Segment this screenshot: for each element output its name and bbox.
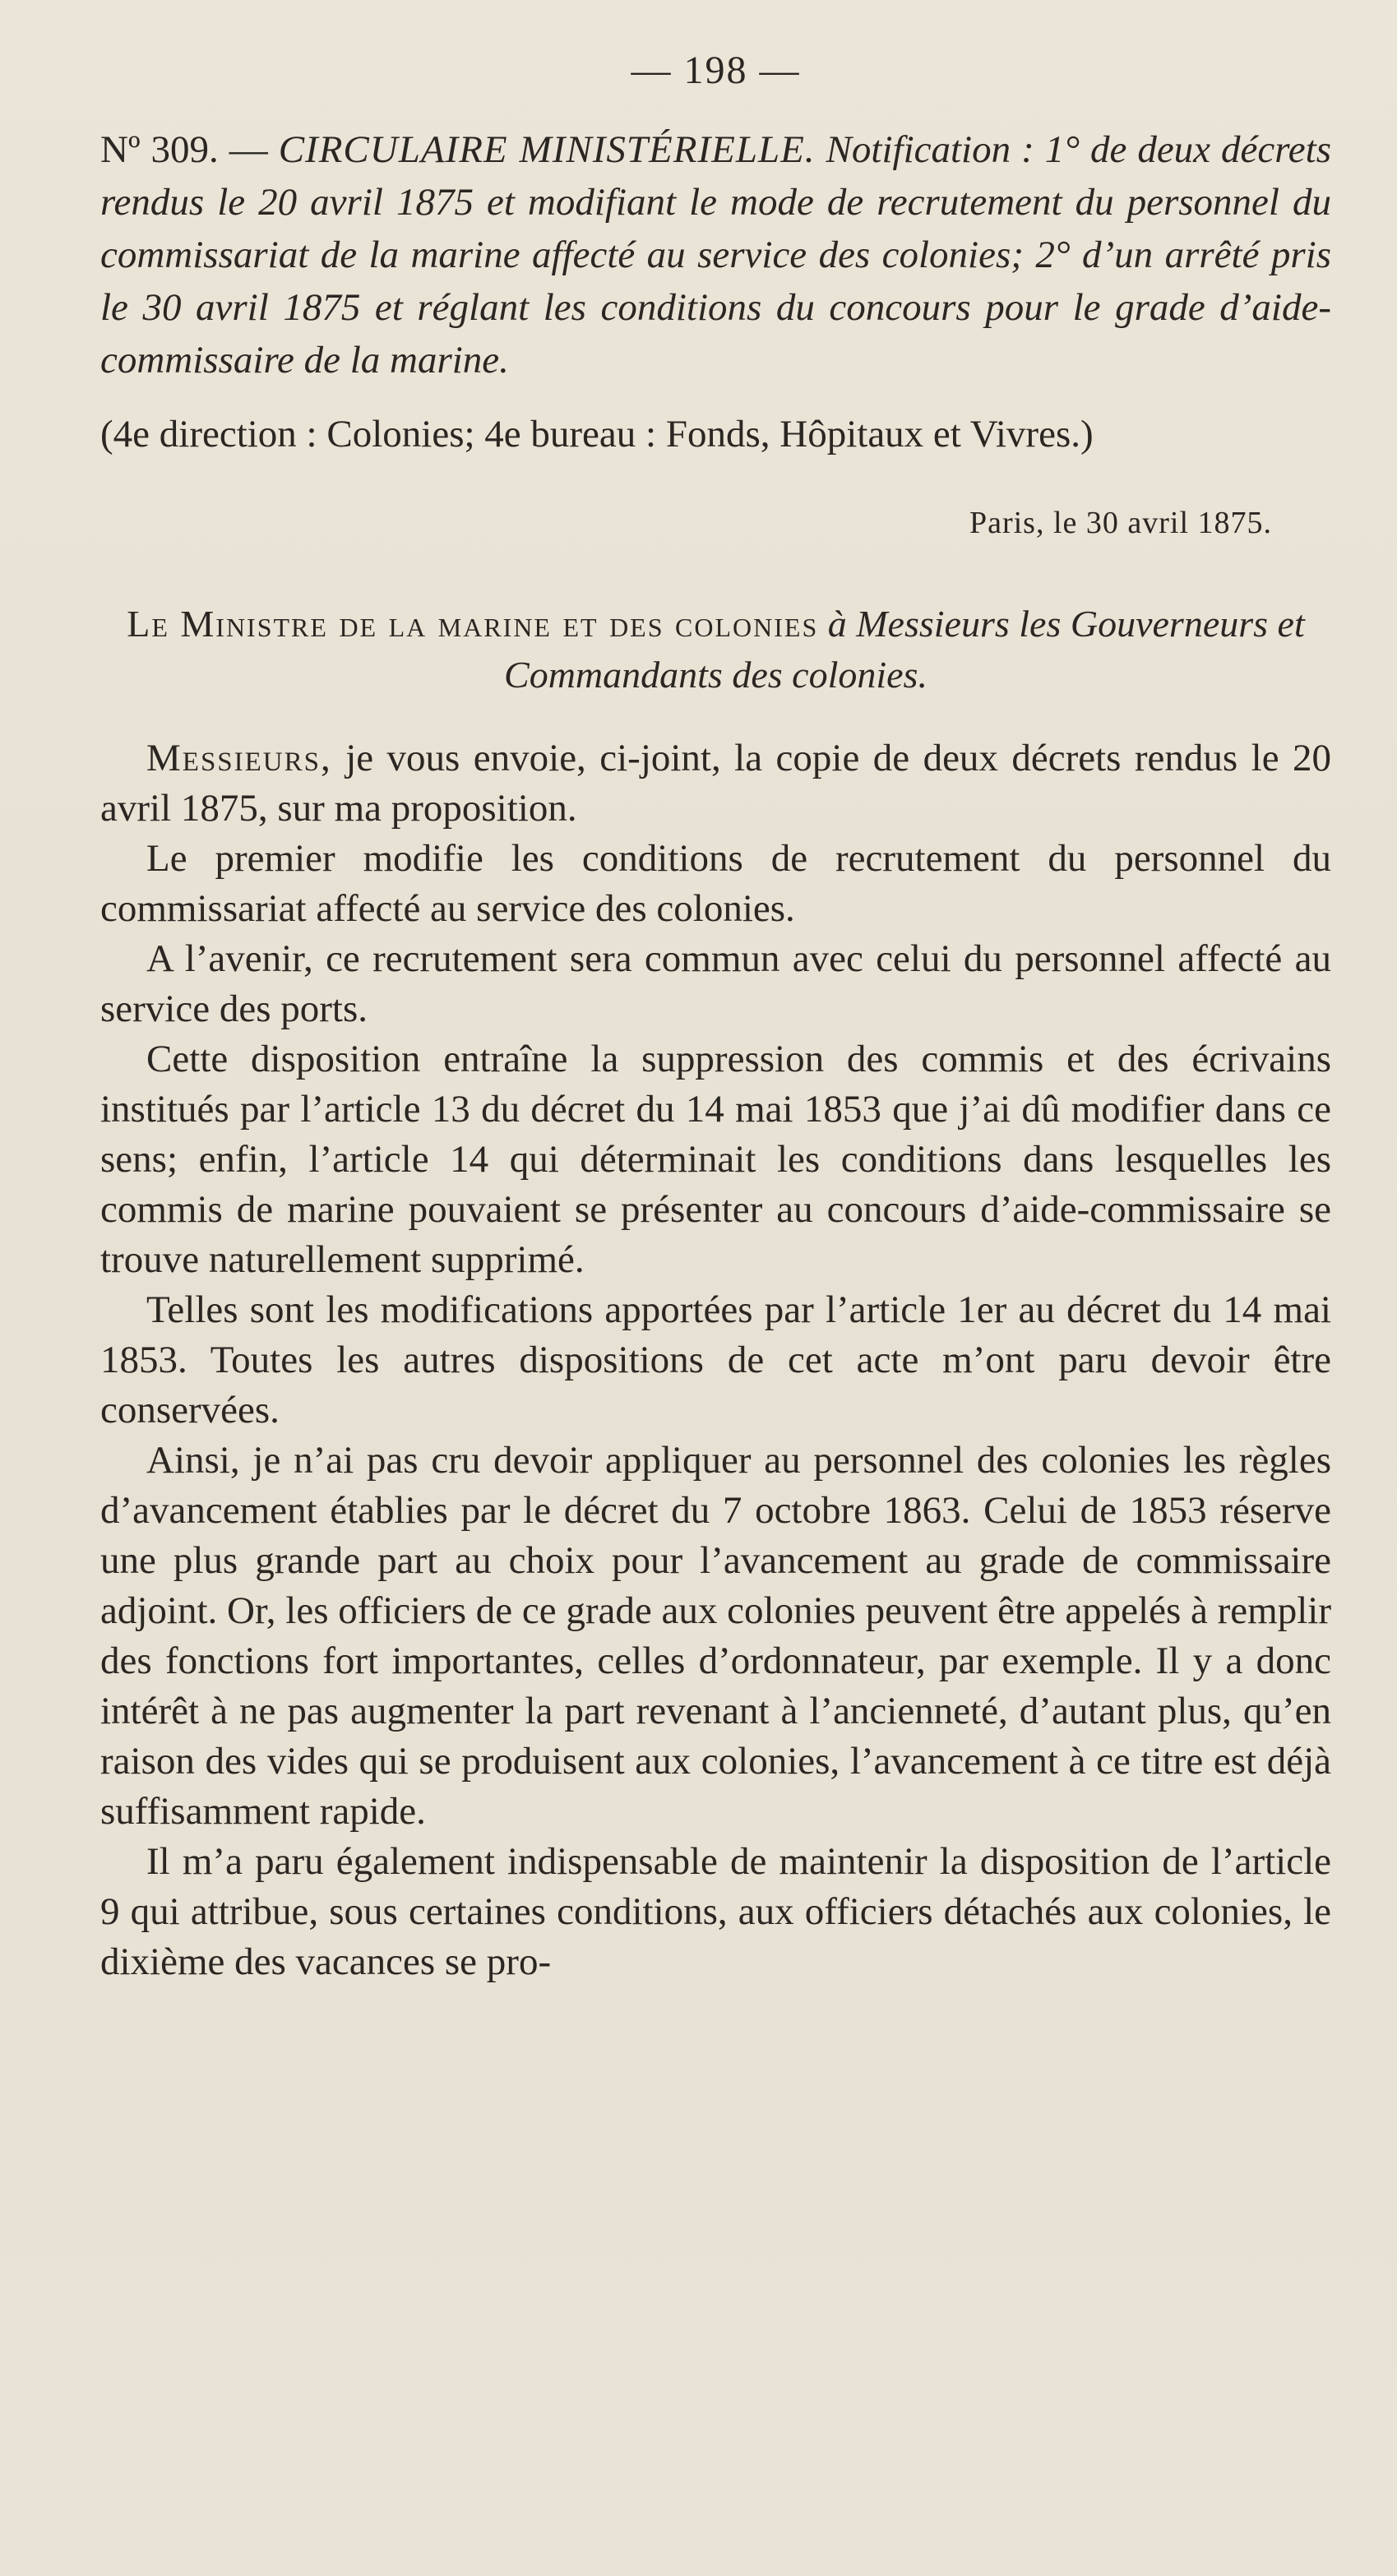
paragraph-3: A l’avenir, ce recrutement sera commun avec celui du personnel affecté au service des ports.: [100, 937, 1331, 1030]
paragraph-4: Cette disposition entraîne la suppression des commis et des écrivains institués par l’article 13 du décret du 14 mai 1853 que j’ai dû modifier dans ce sens; enfin, l’article 14 qui déterminait les conditions dans lesquelles les commis de marine pouvaient se présenter au concours d’aide-commissaire se trouve naturellement supprimé.: [100, 1038, 1331, 1281]
paragraph-5: Telles sont les modifications apportées par l’article 1er au décret du 14 mai 1853. Toutes les autres dispositions de cet acte m’ont paru devoir être conservées.: [100, 1288, 1331, 1431]
direction-line: (4e direction : Colonies; 4e bureau : Fonds, Hôpitaux et Vivres.): [100, 413, 1094, 456]
letter-body: [100, 733, 1331, 1987]
paragraph-1: [100, 733, 1331, 834]
sender: Le Ministre de la marine et des colonies: [127, 603, 819, 645]
paragraph-7: Il m’a paru également indispensable de maintenir la disposition de l’article 9 qui attribue, sous certaines conditions, aux officiers détachés aux colonies, le dixième des vacances se pro-: [100, 1840, 1331, 1983]
entry-number: Nº 309. —: [100, 128, 268, 171]
place-and-date: Paris, le 30 avril 1875.: [969, 506, 1272, 540]
entry-heading: [100, 123, 1331, 386]
entry-summary: Notification : 1° de deux décrets rendus le 20 avril 1875 et modifiant le mode de recrutement du personnel du commissariat de la marine affecté au service des colonies; 2° d’un arrêté pris le 30 avril 1875 et réglant les conditions du concours pour le grade d’aide-commissaire de la marine.: [100, 128, 1331, 382]
opening-word: Messieurs,: [146, 737, 332, 779]
address-line: [100, 599, 1331, 701]
paragraph-1-text: je vous envoie, ci-joint, la copie de deux décrets rendus le 20 avril 1875, sur ma proposition.: [100, 737, 1331, 830]
recipients: à Messieurs les Gouverneurs et Commandants des colonies.: [504, 603, 1305, 696]
paragraph-2: Le premier modifie les conditions de recrutement du personnel du commissariat affecté au service des colonies.: [100, 837, 1331, 930]
entry-title: CIRCULAIRE MINISTÉRIELLE.: [278, 128, 816, 171]
page-number: — 198 —: [631, 49, 801, 92]
paragraph-6: Ainsi, je n’ai pas cru devoir appliquer au personnel des colonies les règles d’avancement établies par le décret du 7 octobre 1863. Celui de 1853 réserve une plus grande part au choix pour l’avancement au grade de commissaire adjoint. Or, les officiers de ce grade aux colonies peuvent être appelés à remplir des fonctions fort importantes, celles d’ordonnateur, par exemple. Il y a donc intérêt à ne pas augmenter la part revenant à l’ancienneté, d’autant plus, qu’en raison des vides qui se produisent aux colonies, l’avancement à ce titre est déjà suffisamment rapide.: [100, 1439, 1331, 1833]
